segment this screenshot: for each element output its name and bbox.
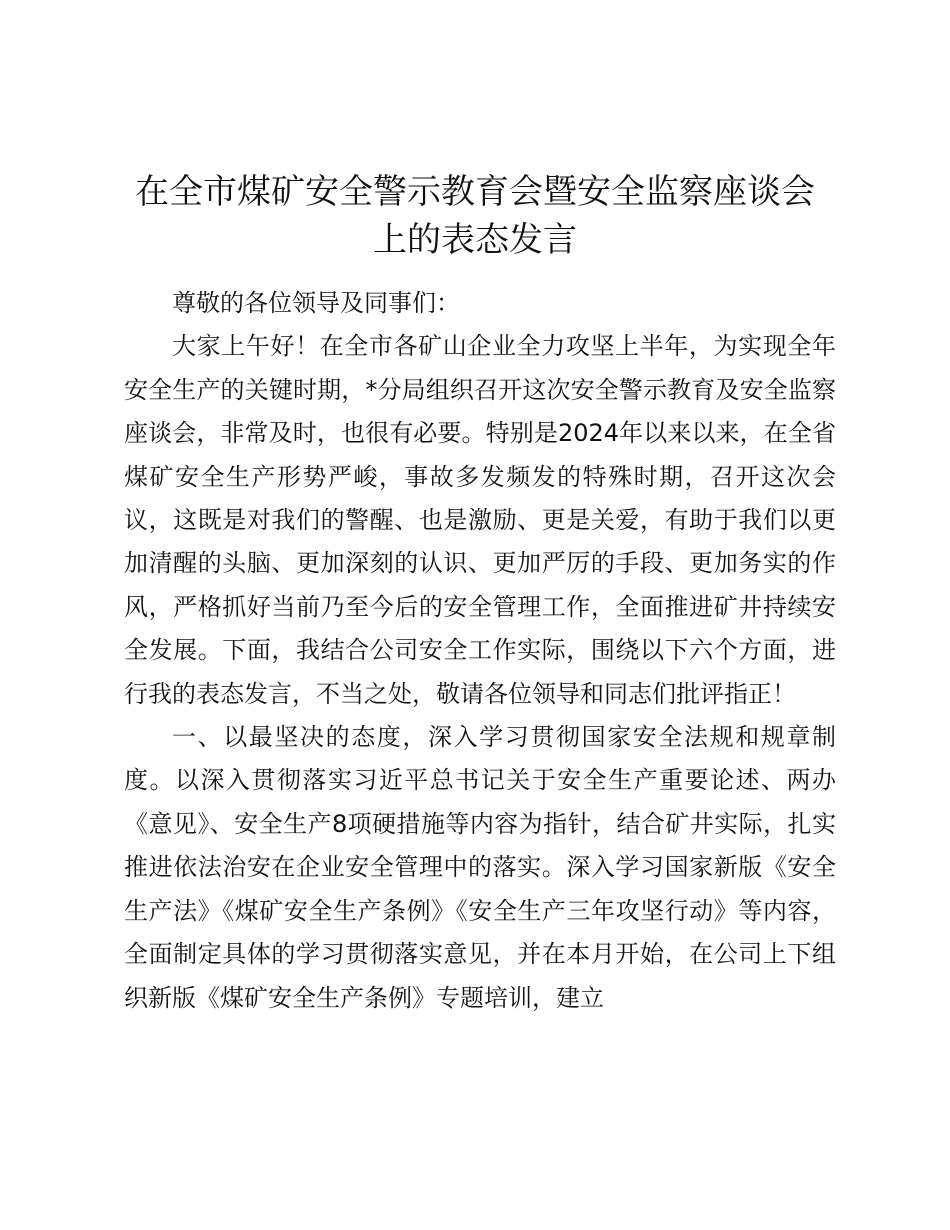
document-body — [124, 282, 836, 1020]
paragraph-opening: 大家上午好！在全市各矿山企业全力攻坚上半年，为实现全年安全生产的关键时期，*分局组织召开这次安全警示教育及安全监察座谈会，非常及时，也很有必要。特别是2024年以来以来，在全省煤矿安全生产形势严峻，事故多发频发的特殊时期，召开这次会议，这既是对我们的警醒、也是激励、更是关爱，有助于我们以更加清醒的头脑、更加深刻的认识、更加严厉的手段、更加务实的作风，严格抓好当前乃至今后的安全管理工作，全面推进矿井持续安全发展。下面，我结合公司安全工作实际，围绕以下六个方面，进行我的表态发言，不当之处，敬请各位领导和同志们批评指正！ — [124, 332, 836, 708]
title-line-1: 在全市煤矿安全警示教育会暨安全监察座谈会 — [135, 172, 815, 212]
salutation: 尊敬的各位领导及同事们： — [172, 289, 460, 317]
title-line-2: 上的表态发言 — [373, 220, 577, 260]
paragraph-section-one: 一、以最坚决的态度，深入学习贯彻国家安全法规和规章制度。以深入贯彻落实习近平总书记关于安全生产重要论述、两办《意见》、安全生产8项硬措施等内容为指针，结合矿井实际，扎实推进依法治安在企业安全管理中的落实。深入学习国家新版《安全生产法》《煤矿安全生产条例》《安全生产三年攻坚行动》等内容，全面制定具体的学习贯彻落实意见，并在本月开始，在公司上下组织新版《煤矿安全生产条例》专题培训，建立 — [124, 723, 836, 1012]
document-title — [110, 168, 840, 264]
